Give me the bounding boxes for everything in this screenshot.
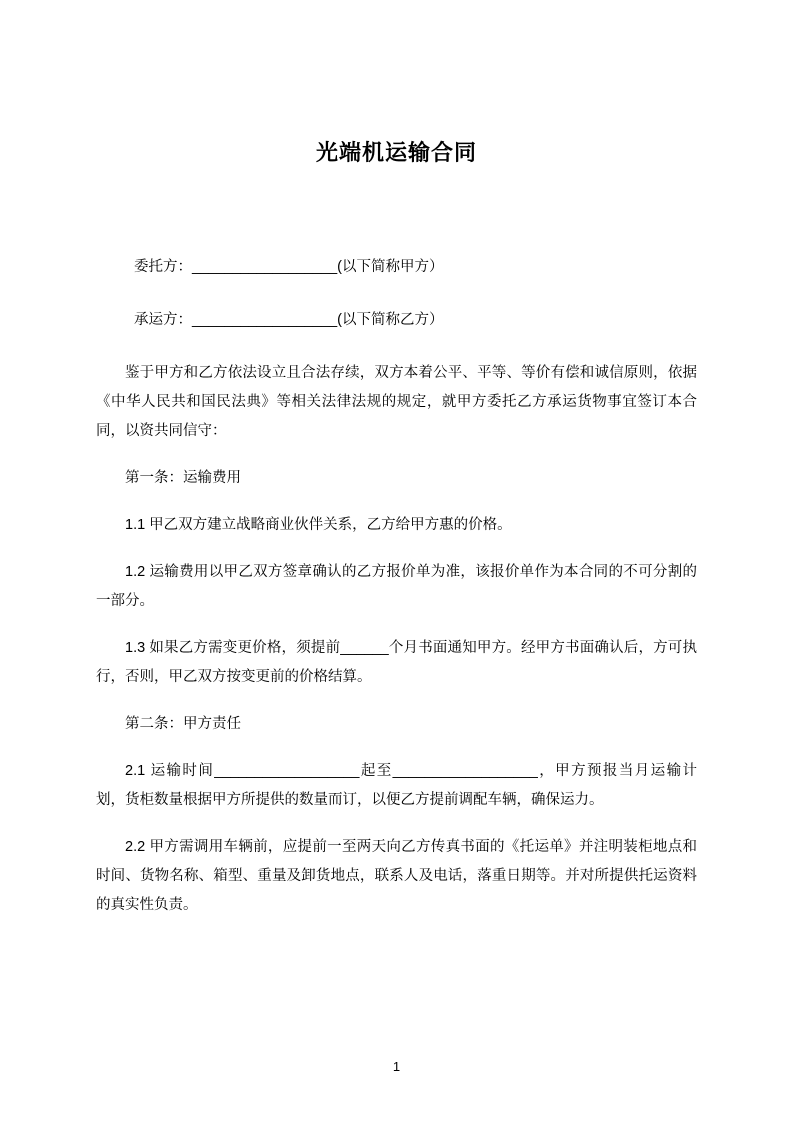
- party-line-carrier: 承运方：__________________(以下简称乙方）: [134, 311, 444, 328]
- clause-1-1: 1.1 甲乙双方建立战略商业伙伴关系，乙方给甲方惠的价格。: [125, 516, 512, 533]
- preamble-paragraph: 鉴于甲方和乙方依法设立且合法存续，双方本着公平、平等、等价有偿和诚信原则，依据《中华人民共和国民法典》等相关法律法规的规定，就甲方委托乙方承运货物事宜签订本合同，以资共同信守：: [96, 364, 697, 439]
- clause-2-1: 2.1 运输时间__________________起至__________________，甲方预报当月运输计划，货柜数量根据甲方所提供的数量而订，以便乙方提前调配车辆，确保运力。: [96, 762, 697, 808]
- clause-1-2: 1.2 运输费用以甲乙双方签章确认的乙方报价单为准，该报价单作为本合同的不可分割的一部分。: [96, 563, 697, 609]
- clause-1-3: 1.3 如果乙方需变更价格，须提前______个月书面通知甲方。经甲方书面确认后，方可执行，否则，甲乙双方按变更前的价格结算。: [96, 639, 697, 685]
- section-heading-2: 第二条：甲方责任: [125, 715, 241, 732]
- page-title: 光端机运输合同: [315, 140, 477, 165]
- party-line-consignor: 委托方：__________________(以下简称甲方）: [134, 258, 444, 275]
- clause-2-2: 2.2 甲方需调用车辆前，应提前一至两天向乙方传真书面的《托运单》并注明装柜地点和时间、货物名称、箱型、重量及卸货地点，联系人及电话，落重日期等。并对所提供托运资料的真实性负责。: [96, 838, 697, 913]
- document-body: [96, 253, 697, 920]
- page-number: 1: [392, 1059, 401, 1074]
- section-heading-1: 第一条：运输费用: [125, 469, 241, 486]
